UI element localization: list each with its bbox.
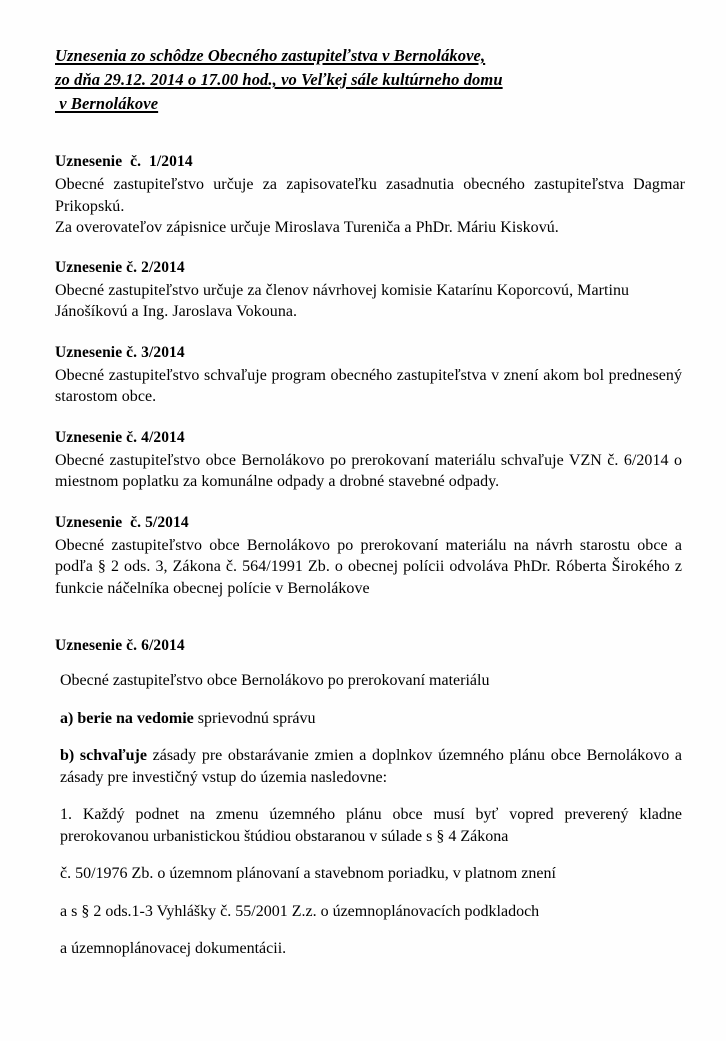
resolution-paragraph-1-1: Obecné zastupiteľstvo určuje za zapisovateľku zasadnutia obecného zastupiteľstva Dagmar Prikopskú. (55, 176, 685, 215)
clause-a-text: sprievodnú správu (193, 709, 316, 727)
resolution-heading-5: Uznesenie č. 5/2014 (55, 513, 189, 531)
resolution-paragraph-4-1: Obecné zastupiteľstvo obce Bernolákovo po prerokovaní materiálu schvaľuje VZN č. 6/2014 o miestnom poplatku za komunálne odpady a drobné stavebné odpady. (55, 451, 682, 490)
document-title (55, 44, 685, 115)
resolution-heading-2: Uznesenie č. 2/2014 (55, 258, 185, 276)
resolution-6-item-1-cont-3: a územnoplánovacej dokumentácii. (60, 940, 287, 957)
clause-a-label: a) berie na vedomie (60, 709, 194, 727)
resolution-paragraph-3-1: Obecné zastupiteľstvo schvaľuje program obecného zastupiteľstva v znení akom bol prednesený starostom obce. (55, 366, 682, 405)
clause-b-text: zásady pre obstarávanie zmien a doplnkov územného plánu obce Bernolákovo a zásady pre investičný vstup do územia nasledovne: (60, 747, 683, 786)
resolution-6-item-1-cont-1: č. 50/1976 Zb. o územnom plánovaní a stavebnom poriadku, v platnom znení (60, 865, 556, 882)
resolution-6-item-1: 1. Každý podnet na zmenu územného plánu obce musí byť vopred preverený kladne prerokovanou urbanistickou štúdiou obstaranou v súlade s § 4 Zákona (60, 806, 682, 845)
resolution-6-clause-a (55, 708, 685, 730)
resolution-heading-1: Uznesenie č. 1/2014 (55, 153, 193, 170)
resolution-section-5 (55, 512, 685, 600)
resolution-6-clause-b (55, 745, 682, 788)
resolution-heading-3: Uznesenie č. 3/2014 (55, 343, 185, 361)
resolution-paragraph-1-2: Za overovateľov zápisnice určuje Miroslava Tureniča a PhDr. Máriu Kiskovú. (55, 219, 559, 236)
resolution-paragraph-2-1: Obecné zastupiteľstvo určuje za členov návrhovej komisie Katarínu Koporcovú, Martinu Jánošíkovú a Ing. Jaroslava Vokouna. (55, 281, 630, 320)
resolution-paragraph-5-1: Obecné zastupiteľstvo obce Bernolákovo po prerokovaní materiálu na návrh starostu obce a podľa § 2 ods. 3, Zákona č. 564/1991 Zb. o obecnej polícii odvoláva PhDr. Róberta Širokého z funkcie náčelníka obecnej polície v Bernolákove (55, 536, 682, 597)
resolution-section-6 (55, 635, 685, 960)
clause-b-label: b) schvaľuje (60, 747, 147, 764)
resolution-heading-4: Uznesenie č. 4/2014 (55, 428, 185, 446)
resolution-section-1 (55, 151, 685, 239)
title-line-2: zo dňa 29.12. 2014 o 17.00 hod., vo Veľkej sále kultúrneho domu (55, 70, 503, 89)
resolution-section-3 (55, 342, 685, 408)
resolution-heading-6: Uznesenie č. 6/2014 (55, 637, 185, 654)
document-body (55, 44, 685, 977)
resolution-section-4 (55, 427, 685, 493)
resolution-6-lead: Obecné zastupiteľstvo obce Bernolákovo po prerokovaní materiálu (60, 672, 490, 689)
title-line-1: Uznesenia zo schôdze Obecného zastupiteľstva v Bernolákove, (55, 46, 486, 65)
resolution-section-2 (55, 257, 685, 323)
title-line-3: v Bernolákove (55, 94, 159, 113)
resolution-6-item-1-cont-2: a s § 2 ods.1-3 Vyhlášky č. 55/2001 Z.z. o územnoplánovacích podkladoch (60, 902, 540, 920)
